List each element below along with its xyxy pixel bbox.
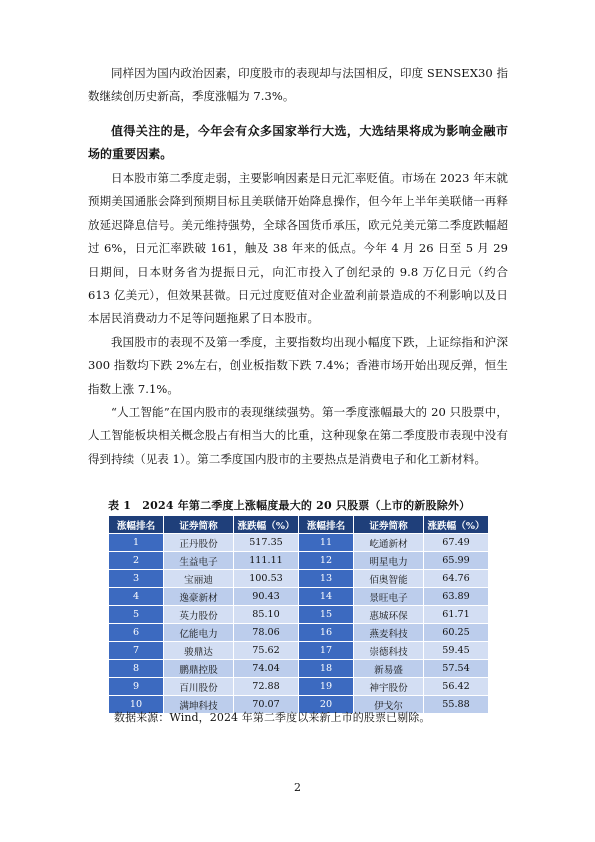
data-source-note: 数据来源：Wind，2024 年第二季度以来新上市的股票已剔除。 (114, 711, 431, 724)
table-row (109, 606, 489, 624)
change-cell: 55.88 (424, 696, 489, 714)
table-row (109, 642, 489, 660)
rank-cell: 11 (299, 534, 354, 552)
rank-cell: 15 (299, 606, 354, 624)
stock-name-cell: 景旺电子 (354, 588, 424, 606)
rank-cell: 3 (109, 570, 164, 588)
stock-name-cell: 惠城环保 (354, 606, 424, 624)
paragraph-ai-stocks: “人工智能”在国内股市的表现继续强势。第一季度涨幅最大的 20 只股票中，人工智能板块相关概念股占有相当大的比重，这种现象在第二季度股市表现中没有得到持续（见表 1）。第二季度国内股市的主要热点是消费电子和化工新材料。 (88, 405, 508, 466)
change-cell: 74.04 (234, 660, 299, 678)
header-rank: 涨幅排名 (109, 516, 164, 534)
stock-name-cell: 逸豪新材 (164, 588, 234, 606)
change-cell: 90.43 (234, 588, 299, 606)
rank-cell: 17 (299, 642, 354, 660)
table-row (109, 552, 489, 570)
header-change: 涨跌幅（%） (424, 516, 489, 534)
header-name: 证券简称 (354, 516, 424, 534)
header-name: 证券简称 (164, 516, 234, 534)
change-cell: 72.88 (234, 678, 299, 696)
rank-cell: 13 (299, 570, 354, 588)
table-title: 表 1 2024 年第二季度上涨幅度最大的 20 只股票（上市的新股除外） (108, 499, 471, 512)
stock-name-cell: 英力股份 (164, 606, 234, 624)
change-cell: 56.42 (424, 678, 489, 696)
change-cell: 65.99 (424, 552, 489, 570)
stock-name-cell: 屹通新材 (354, 534, 424, 552)
change-cell: 59.45 (424, 642, 489, 660)
rank-cell: 18 (299, 660, 354, 678)
stock-name-cell: 神宇股份 (354, 678, 424, 696)
stock-name-cell: 宝丽迪 (164, 570, 234, 588)
table-row (109, 660, 489, 678)
rank-cell: 10 (109, 696, 164, 714)
stock-name-cell: 正丹股份 (164, 534, 234, 552)
header-rank: 涨幅排名 (299, 516, 354, 534)
change-cell: 57.54 (424, 660, 489, 678)
rank-cell: 9 (109, 678, 164, 696)
table-row (109, 678, 489, 696)
top-gainers-table (108, 515, 489, 714)
stock-name-cell: 满坤科技 (164, 696, 234, 714)
change-cell: 111.11 (234, 552, 299, 570)
rank-cell: 4 (109, 588, 164, 606)
paragraph-japan-market: 日本股市第二季度走弱，主要影响因素是日元汇率贬值。市场在 2023 年末就预期美国通胀会降到预期目标且美联储开始降息操作，但今年上半年美联储一再释放延迟降息信号。美元维持强势，全球各国货币承压，欧元兑美元第二季度跌幅超过 6%，日元汇率跌破 161，触及 38 年来的低点。今年 4 月 26 日至 5 月 29 日期间，日本财务省为提振日元，向汇市投入了创纪录的 9.8 万亿日元（约合 613 亿美元），但效果甚微。日元过度贬值对企业盈利前景造成的不利影响以及日本居民消费动力不足等问题拖累了日本股市。 (88, 171, 508, 326)
stock-name-cell: 百川股份 (164, 678, 234, 696)
rank-cell: 20 (299, 696, 354, 714)
stock-name-cell: 崇德科技 (354, 642, 424, 660)
rank-cell: 14 (299, 588, 354, 606)
table-row (109, 624, 489, 642)
change-cell: 60.25 (424, 624, 489, 642)
change-cell: 100.53 (234, 570, 299, 588)
paragraph-china-market: 我国股市的表现不及第一季度，主要指数均出现小幅度下跌，上证综指和沪深 300 指数均下跌 2%左右，创业板指数下跌 7.4%；香港市场开始出现反弹，恒生指数上涨 7.1%。 (88, 335, 508, 396)
stock-name-cell: 鹏鼎控股 (164, 660, 234, 678)
table-row (109, 570, 489, 588)
paragraph-india-market: 同样因为国内政治因素，印度股市的表现却与法国相反，印度 SENSEX30 指数继续创历史新高，季度涨幅为 7.3%。 (88, 66, 508, 104)
rank-cell: 8 (109, 660, 164, 678)
rank-cell: 19 (299, 678, 354, 696)
rank-cell: 6 (109, 624, 164, 642)
paragraph-elections-highlight: 值得关注的是，今年会有众多国家举行大选，大选结果将成为影响金融市场的重要因素。 (88, 124, 508, 162)
rank-cell: 12 (299, 552, 354, 570)
rank-cell: 16 (299, 624, 354, 642)
stock-name-cell: 骏鼎达 (164, 642, 234, 660)
stock-name-cell: 燕麦科技 (354, 624, 424, 642)
stock-name-cell: 新易盛 (354, 660, 424, 678)
change-cell: 61.71 (424, 606, 489, 624)
stock-name-cell: 明星电力 (354, 552, 424, 570)
change-cell: 70.07 (234, 696, 299, 714)
rank-cell: 2 (109, 552, 164, 570)
stock-name-cell: 亿能电力 (164, 624, 234, 642)
change-cell: 67.49 (424, 534, 489, 552)
page-number: 2 (294, 781, 301, 794)
change-cell: 517.35 (234, 534, 299, 552)
stock-name-cell: 佰奥智能 (354, 570, 424, 588)
stock-name-cell: 生益电子 (164, 552, 234, 570)
rank-cell: 5 (109, 606, 164, 624)
change-cell: 63.89 (424, 588, 489, 606)
change-cell: 78.06 (234, 624, 299, 642)
change-cell: 85.10 (234, 606, 299, 624)
change-cell: 75.62 (234, 642, 299, 660)
table-row (109, 534, 489, 552)
table-row (109, 588, 489, 606)
table-header-row (109, 516, 489, 534)
rank-cell: 1 (109, 534, 164, 552)
header-change: 涨跌幅（%） (234, 516, 299, 534)
rank-cell: 7 (109, 642, 164, 660)
change-cell: 64.76 (424, 570, 489, 588)
stock-name-cell: 伊戈尔 (354, 696, 424, 714)
